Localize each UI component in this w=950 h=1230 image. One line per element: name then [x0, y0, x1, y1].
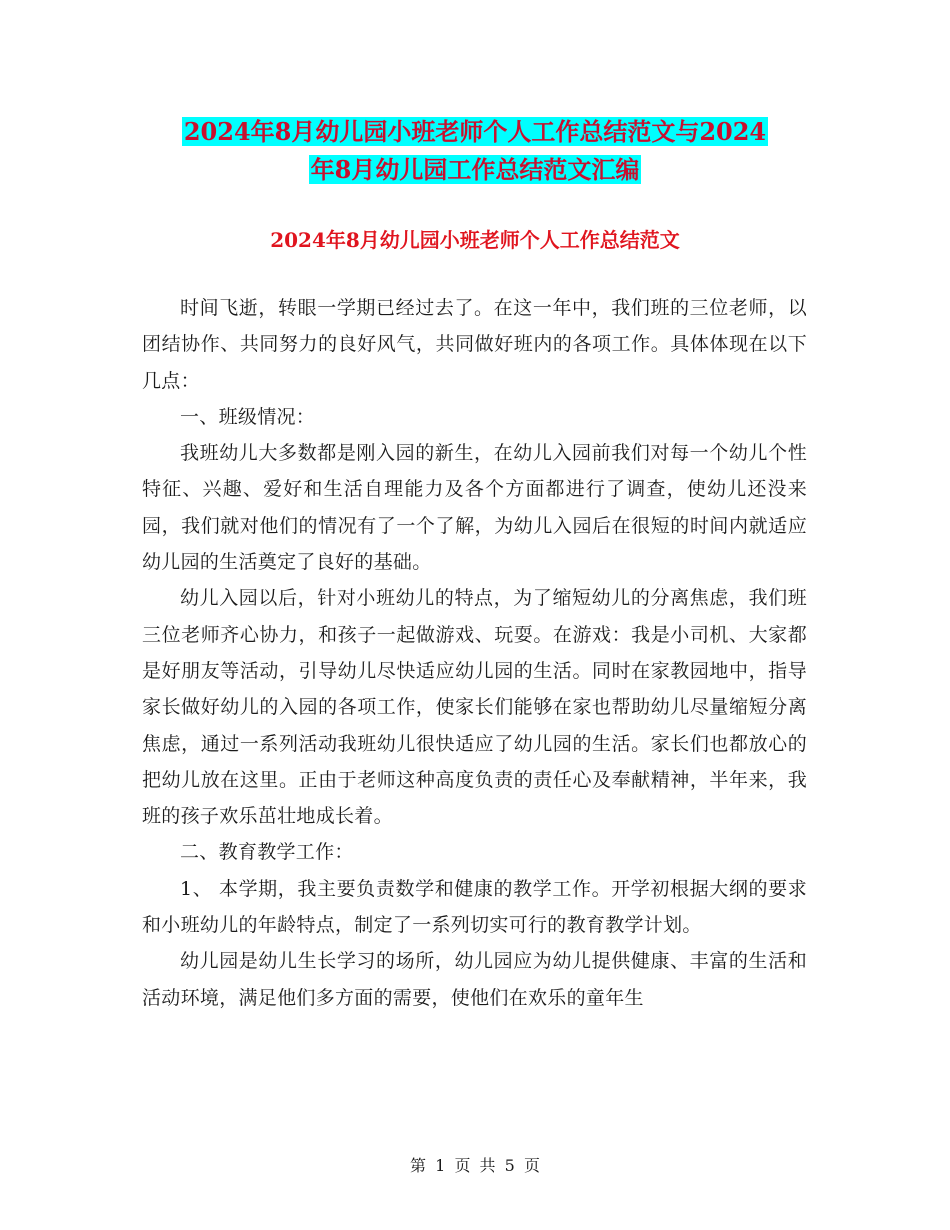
main-title: [0, 113, 950, 189]
footer-prefix: 第: [410, 1156, 427, 1175]
footer-current-page: 1: [435, 1156, 446, 1175]
paragraph: 我班幼儿大多数都是刚入园的新生，在幼儿入园前我们对每一个幼儿个性特征、兴趣、爱好和生活自理能力及各个方面都进行了调查，使幼儿还没来园，我们就对他们的情况有了一个了解，为幼儿入园后在很短的时间内就适应幼儿园的生活奠定了良好的基础。: [142, 442, 807, 574]
main-title-line-2: 年8月幼儿园工作总结范文汇编: [310, 155, 640, 184]
footer-total-pages: 5: [504, 1156, 515, 1175]
paragraph: 幼儿园是幼儿生长学习的场所，幼儿园应为幼儿提供健康、丰富的生活和活动环境，满足他们多方面的需要，使他们在欢乐的童年生: [142, 950, 807, 1009]
paragraph: 二、教育教学工作：: [180, 841, 354, 864]
body-text: [142, 290, 807, 1016]
main-title-line-1: 2024年8月幼儿园小班老师个人工作总结范文与2024: [183, 117, 767, 146]
footer-page-word: 页: [454, 1156, 471, 1175]
page-footer: [0, 1154, 950, 1178]
paragraph: 1、 本学期，我主要负责数学和健康的教学工作。开学初根据大纲的要求和小班幼儿的年龄特点，制定了一系列切实可行的教育教学计划。: [142, 877, 807, 937]
footer-total-prefix: 共: [479, 1156, 496, 1175]
paragraph: 时间飞逝，转眼一学期已经过去了。在这一年中，我们班的三位老师，以团结协作、共同努力的良好风气，共同做好班内的各项工作。具体体现在以下几点：: [142, 297, 807, 392]
paragraph: 幼儿入园以后，针对小班幼儿的特点，为了缩短幼儿的分离焦虑，我们班三位老师齐心协力，和孩子一起做游戏、玩耍。在游戏：我是小司机、大家都是好朋友等活动，引导幼儿尽快适应幼儿园的生活。同时在家教园地中，指导家长做好幼儿的入园的各项工作，使家长们能够在家也帮助幼儿尽量缩短分离焦虑，通过一系列活动我班幼儿很快适应了幼儿园的生活。家长们也都放心的把幼儿放在这里。正由于老师这种高度负责的责任心及奉献精神，半年来，我班的孩子欢乐茁壮地成长着。: [142, 587, 807, 828]
paragraph: 一、班级情况：: [180, 405, 316, 428]
footer-suffix: 页: [523, 1156, 540, 1175]
section-title: 2024年8月幼儿园小班老师个人工作总结范文: [270, 228, 680, 252]
